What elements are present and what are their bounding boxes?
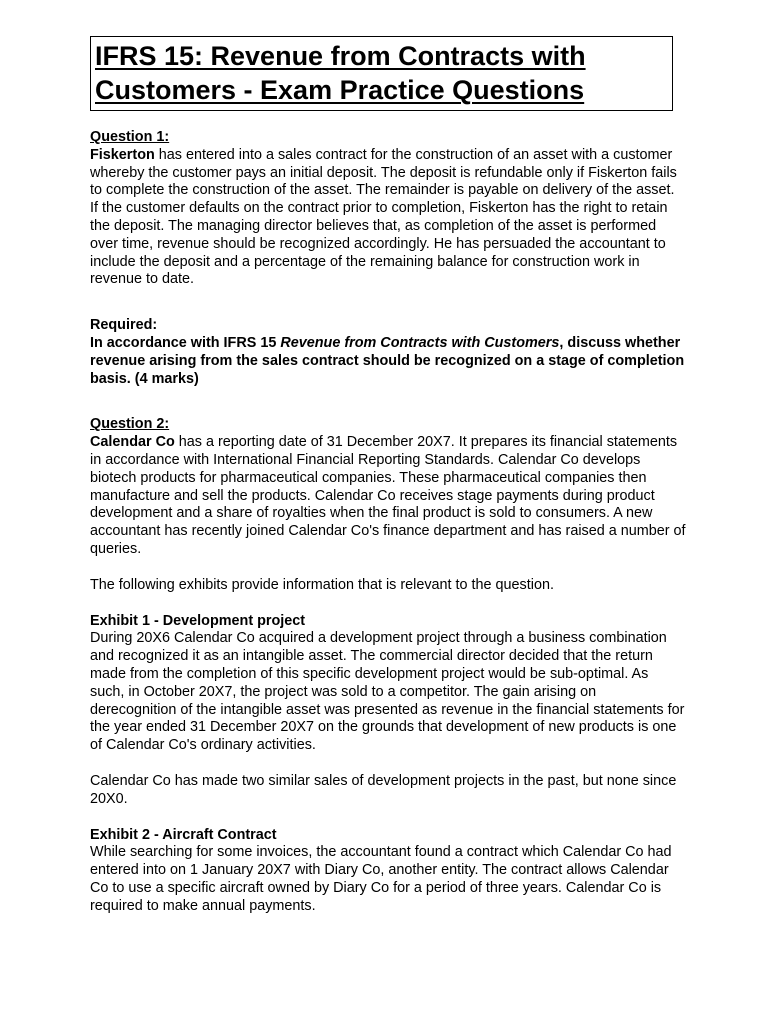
question-2-body (90, 434, 686, 559)
exhibit-1-para-1: During 20X6 Calendar Co acquired a development project through a business combination and recognized it as an intangible asset. The commercial director decided that the return made from the completion of this specific development project would be sub-optimal. As such, in October 20X7, the project was sold to a competitor. The gain arising on derecognition of the intangible asset was presented as revenue in the financial statements for the year ended 31 December 20X7 on the grounds that development of new products is one of Calendar Co's ordinary activities. (90, 630, 685, 754)
title-line-1: IFRS 15: Revenue from Contracts with (95, 41, 586, 71)
question-1-body (90, 147, 686, 289)
question-1-required-label: Required: (90, 317, 158, 334)
document-page (90, 36, 686, 915)
exhibit-2-para-1: While searching for some invoices, the accountant found a contract which Calendar Co had entered into on 1 January 20X7 with Diary Co, another entity. The contract allows Calendar Co to use a specific aircraft owned by Diary Co for a period of three years. Calendar Co is required to make annual payments. (90, 844, 672, 914)
exhibit-1-para-2: Calendar Co has made two similar sales of development projects in the past, but none since 20X0. (90, 772, 677, 807)
question-2-company: Calendar Co (90, 434, 175, 451)
required-standard-name: Revenue from Contracts with Customers (280, 334, 560, 351)
question-1-text: has entered into a sales contract for the construction of an asset with a customer whereby the customer pays an initial deposit. The deposit is refundable only if Fiskerton fails to complete the construction of the asset. The remainder is payable on delivery of the asset. If the customer defaults on the contract prior to completion, Fiskerton has the right to retain the deposit. The managing director believes that, as completion of the asset is performed over time, revenue should be recognized accordingly. He has persuaded the accountant to include the deposit and a percentage of the remaining balance for construction work in revenue to date. (90, 146, 677, 288)
question-2-heading: Question 2: (90, 416, 170, 433)
exhibit-2-heading: Exhibit 2 - Aircraft Contract (90, 826, 277, 843)
title-line-2: Customers - Exam Practice Questions (95, 75, 585, 105)
question-2-text: has a reporting date of 31 December 20X7. It prepares its financial statements in accordance with International Financial Reporting Standards. Calendar Co develops biotech products for pharmaceutical companies. These pharmaceutical companies then manufacture and sell the products. Calendar Co receives stage payments during product development and a share of royalties when the final product is sold to consumers. A new accountant has recently joined Calendar Co's finance department and has raised a number of queries. (90, 434, 686, 557)
required-post: , discuss whether revenue arising from the sales contract should be recognized on a stage of completion basis. (4 marks) (90, 334, 685, 387)
required-pre: In accordance with IFRS 15 (90, 334, 281, 351)
title-box (90, 36, 673, 111)
exhibits-intro: The following exhibits provide information that is relevant to the question. (90, 576, 554, 593)
question-1-required-text (90, 335, 686, 388)
question-1-heading: Question 1: (90, 129, 170, 145)
exhibit-1-heading: Exhibit 1 - Development project (90, 612, 306, 629)
question-1-company: Fiskerton (90, 146, 155, 163)
